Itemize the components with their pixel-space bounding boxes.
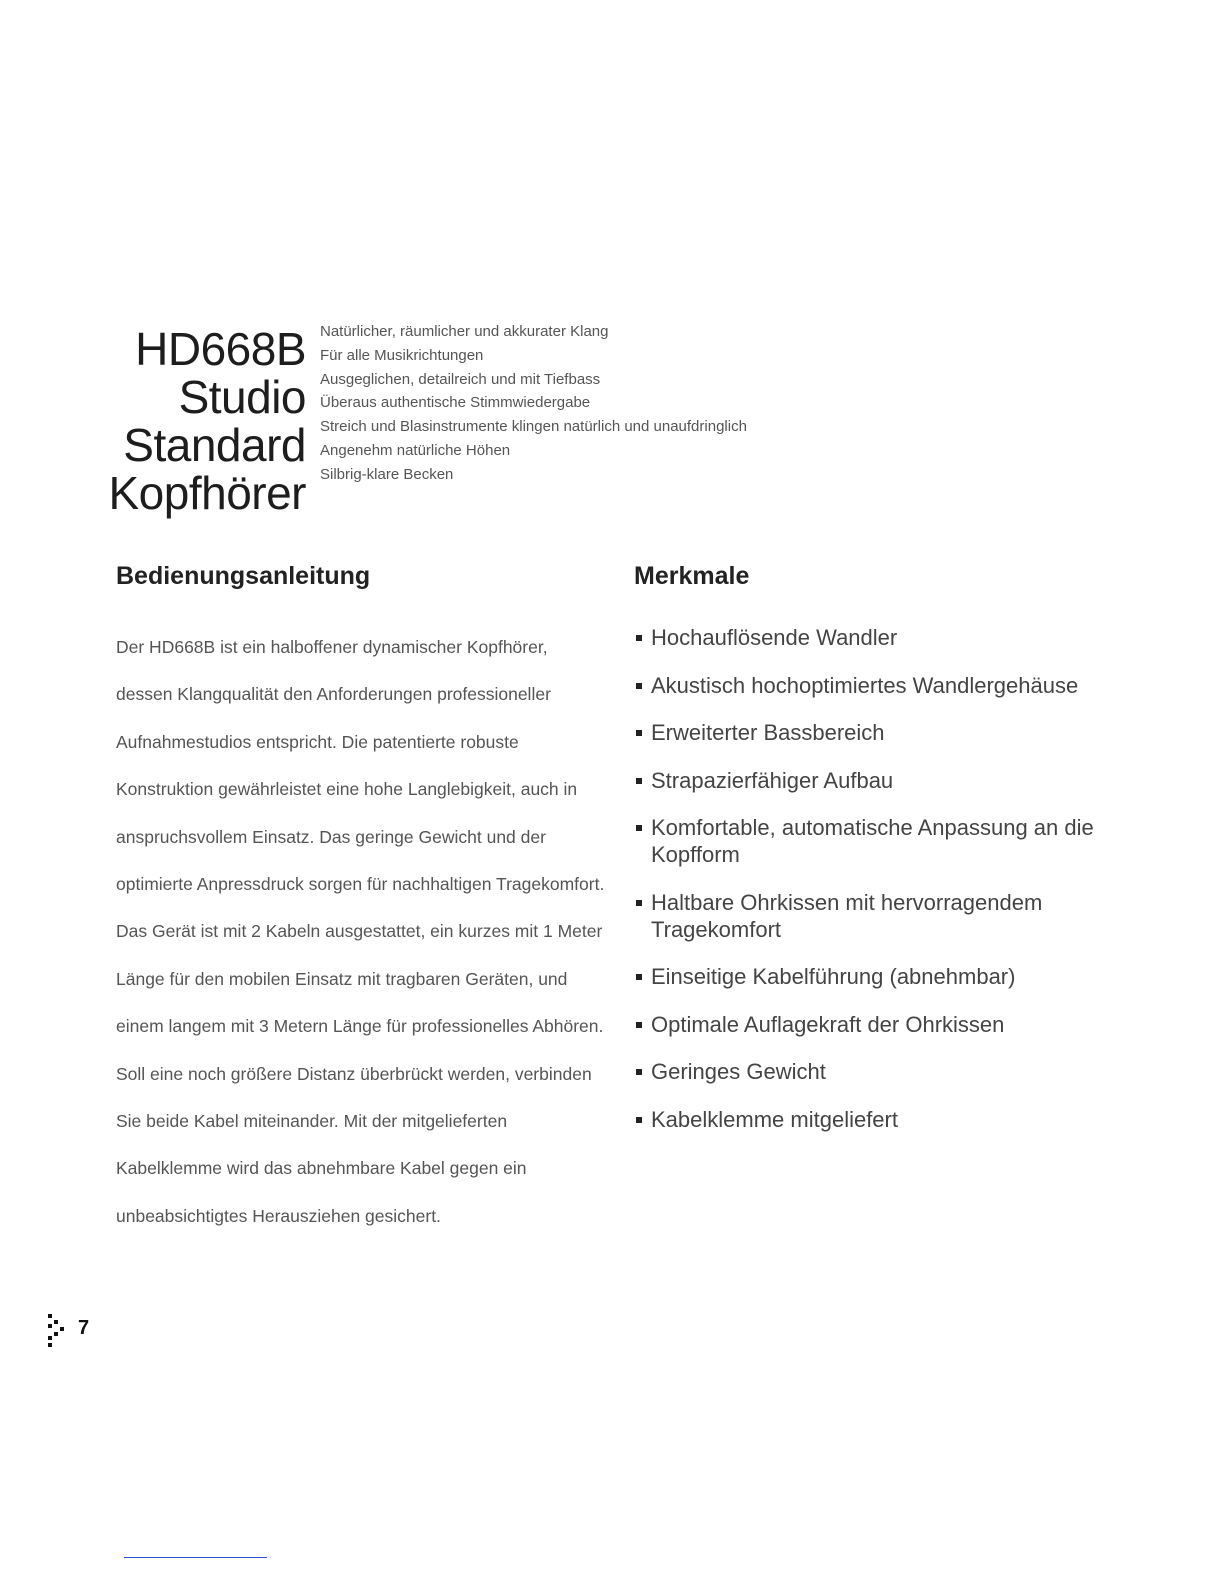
instructions-heading: Bedienungsanleitung [116,562,371,590]
feature-item: Hochauflösende Wandler [636,624,1116,651]
page-number: 7 [78,1317,90,1339]
sound-characteristic: Angenehm natürliche Höhen [320,441,511,459]
feature-item: Einseitige Kabelführung (abnehmbar) [636,963,1116,990]
feature-item: Erweiterter Bassbereich [636,719,1116,746]
sound-characteristic: Streich und Blasinstrumente klingen natürlich und unaufdringlich [320,418,747,436]
feature-item: Akustisch hochoptimiertes Wandlergehäuse [636,672,1116,699]
sound-characteristics-list [320,320,747,487]
sound-characteristic: Silbrig-klare Becken [320,465,454,483]
feature-item: Komfortable, automatische Anpassung an die Kopfform [636,814,1116,868]
feature-item: Kabelklemme mitgeliefert [636,1106,1116,1133]
feature-item: Optimale Auflagekraft der Ohrkissen [636,1011,1116,1038]
sound-characteristic: Überaus authentische Stimmwiedergabe [320,394,591,412]
sound-characteristic: Ausgeglichen, detailreich und mit Tiefbass [320,370,601,388]
hero-section [60,294,1060,519]
feature-item: Strapazierfähiger Aufbau [636,767,1116,794]
page-marker-icon [46,1314,66,1348]
product-title [60,322,306,519]
product-title-line: Studio [178,370,306,423]
features-list [636,624,1116,1153]
sound-characteristic: Für alle Musikrichtungen [320,346,484,364]
feature-item: Geringes Gewicht [636,1058,1116,1085]
sound-characteristic: Natürlicher, räumlicher und akkurater Klang [320,323,609,340]
features-heading: Merkmale [634,562,750,590]
product-title-line: Standard [123,418,306,471]
instructions-body: Der HD668B ist ein halboffener dynamischer Kopfhörer, dessen Klangqualität den Anforderungen professioneller Aufnahmestudios entspricht. Die patentierte robuste Konstruktion gewährleistet eine hohe Langlebigkeit, auch in anspruchsvollem Einsatz. Das geringe Gewicht und der optimierte Anpressdruck sorgen für nachhaltigen Tragekomfort. Das Gerät ist mit 2 Kabeln ausgestattet, ein kurzes mit 1 Meter Länge für den mobilen Einsatz mit tragbaren Geräten, und einem langem mit 3 Metern Länge für professionelles Abhören. Soll eine noch größere Distanz überbrückt werden, verbinden Sie beide Kabel miteinander. Mit der mitgelieferten Kabelklemme wird das abnehmbare Kabel gegen ein unbeabsichtigtes Herausziehen gesichert. [116,637,605,1226]
product-title-line: HD668B [135,322,306,375]
feature-item: Haltbare Ohrkissen mit hervorragendem Tragekomfort [636,889,1116,943]
product-title-line: Kopfhörer [108,466,306,519]
footer-rule [124,1557,267,1558]
